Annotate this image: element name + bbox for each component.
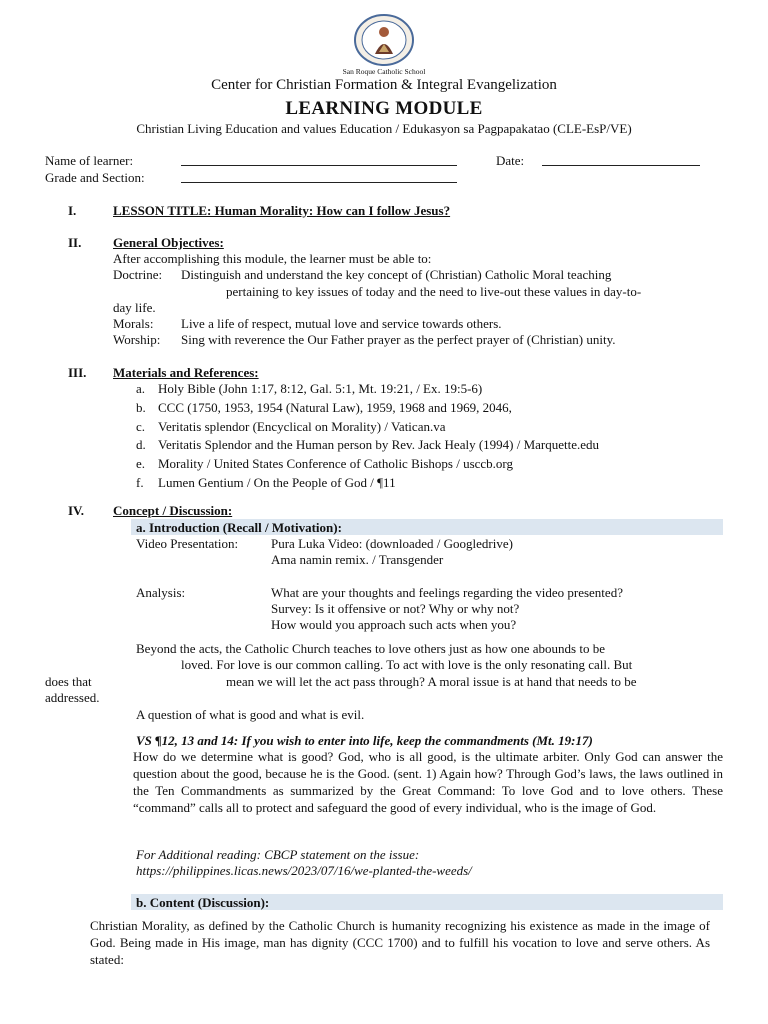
reference-letter: d. xyxy=(136,437,146,452)
reference-item: CCC (1750, 1953, 1954 (Natural Law), 1959, 1968 and 1969, 2046, xyxy=(158,400,512,415)
reference-item: Holy Bible (John 1:17, 8:12, Gal. 5:1, Mt. 19:21, / Ex. 19:5-6) xyxy=(158,381,483,396)
doctrine-text: pertaining to key issues of today and the need to live-out these values in day-to- xyxy=(226,284,642,299)
date-label: Date: xyxy=(496,153,525,168)
morals-text: Live a life of respect, mutual love and service towards others. xyxy=(181,316,502,331)
section-1-numeral: I. xyxy=(68,203,77,218)
date-field[interactable] xyxy=(542,154,700,166)
reference-item: Veritatis splendor (Encyclical on Morality) / Vatican.va xyxy=(158,419,446,434)
analysis-line: Survey: Is it offensive or not? Why or why not? xyxy=(271,601,520,616)
objectives-heading: General Objectives: xyxy=(113,235,224,250)
reference-item: Veritatis Splendor and the Human person by Rev. Jack Healy (1994) / Marquette.edu xyxy=(158,437,600,452)
reference-letter: e. xyxy=(136,456,146,471)
beyond-line: Beyond the acts, the Catholic Church teaches to love others just as how one abounds to be xyxy=(136,641,605,656)
subject-title: Christian Living Education and values Education / Edukasyon sa Pagpapakatao (CLE-EsP/VE) xyxy=(136,121,632,136)
question-line: A question of what is good and what is evil. xyxy=(136,707,365,722)
video-line: Ama namin remix. / Transgender xyxy=(271,552,444,567)
morals-label: Morals: xyxy=(113,316,154,331)
school-name: San Roque Catholic School xyxy=(342,67,426,76)
doctrine-text: day life. xyxy=(113,300,156,315)
objectives-intro: After accomplishing this module, the learner must be able to: xyxy=(113,251,432,266)
worship-text: Sing with reverence the Our Father prayer as the perfect prayer of (Christian) unity. xyxy=(181,332,616,347)
grade-label: Grade and Section: xyxy=(45,170,145,185)
doctrine-text: Distinguish and understand the key concept of (Christian) Catholic Moral teaching xyxy=(181,267,612,282)
section-2-numeral: II. xyxy=(68,235,82,250)
additional-reading: For Additional reading: CBCP statement on the issue: xyxy=(136,847,420,862)
reference-letter: f. xyxy=(136,475,144,490)
school-seal-icon xyxy=(353,14,415,66)
introduction-heading: a. Introduction (Recall / Motivation): xyxy=(136,520,342,535)
beyond-line: mean we will let the act pass through? A moral issue is at hand that needs to be xyxy=(226,674,637,689)
video-line: Pura Luka Video: (downloaded / Googledrive) xyxy=(271,536,513,551)
analysis-label: Analysis: xyxy=(136,585,186,600)
analysis-line: How would you approach such acts when you? xyxy=(271,617,517,632)
reference-letter: a. xyxy=(136,381,146,396)
center-name: Center for Christian Formation & Integral Evangelization xyxy=(211,77,557,93)
content-paragraph: Christian Morality, as defined by the Catholic Church is humanity recognizing his existence as made in the image of God. Being made in His image, man has dignity (CCC 1700) and to fulfill his vocation to love and serve others. As stated: xyxy=(90,918,710,967)
reference-letter: b. xyxy=(136,400,146,415)
section-4-numeral: IV. xyxy=(68,503,85,518)
module-title: LEARNING MODULE xyxy=(285,98,483,119)
name-field[interactable] xyxy=(181,154,457,166)
doctrine-label: Doctrine: xyxy=(113,267,163,282)
additional-link[interactable]: https://philippines.licas.news/2023/07/16/we-planted-the-weeds/ xyxy=(136,863,472,878)
analysis-line: What are your thoughts and feelings regarding the video presented? xyxy=(271,585,623,600)
section-3-numeral: III. xyxy=(68,365,87,380)
reference-item: Lumen Gentium / On the People of God / ¶11 xyxy=(158,475,396,490)
video-label: Video Presentation: xyxy=(136,536,239,551)
beyond-line: loved. For love is our common calling. To act with love is the only resonating call. But xyxy=(181,657,633,672)
worship-label: Worship: xyxy=(113,332,161,347)
beyond-line: does that xyxy=(45,674,92,689)
vs-heading: VS ¶12, 13 and 14: If you wish to enter into life, keep the commandments (Mt. 19:17) xyxy=(136,733,593,748)
beyond-line: addressed. xyxy=(45,690,100,705)
concept-heading: Concept / Discussion: xyxy=(113,503,233,518)
reference-letter: c. xyxy=(136,419,146,434)
content-heading: b. Content (Discussion): xyxy=(136,895,270,910)
materials-heading: Materials and References: xyxy=(113,365,259,380)
name-label: Name of learner: xyxy=(45,153,134,168)
grade-field[interactable] xyxy=(181,171,457,183)
reference-item: Morality / United States Conference of Catholic Bishops / usccb.org xyxy=(158,456,514,471)
lesson-title: LESSON TITLE: Human Morality: How can I follow Jesus? xyxy=(113,203,451,218)
vs-paragraph: How do we determine what is good? God, who is all good, is the ultimate arbiter. Only God can answer the question about the good, because he is the Good. (sent. 1) Again how? Through God’s laws, the laws outlined in the Ten Commandments as summarized by the Great Command: To love God and to love others. These “command” calls all to protect and safeguard the good of every individual, who is the image of God. xyxy=(133,749,723,815)
